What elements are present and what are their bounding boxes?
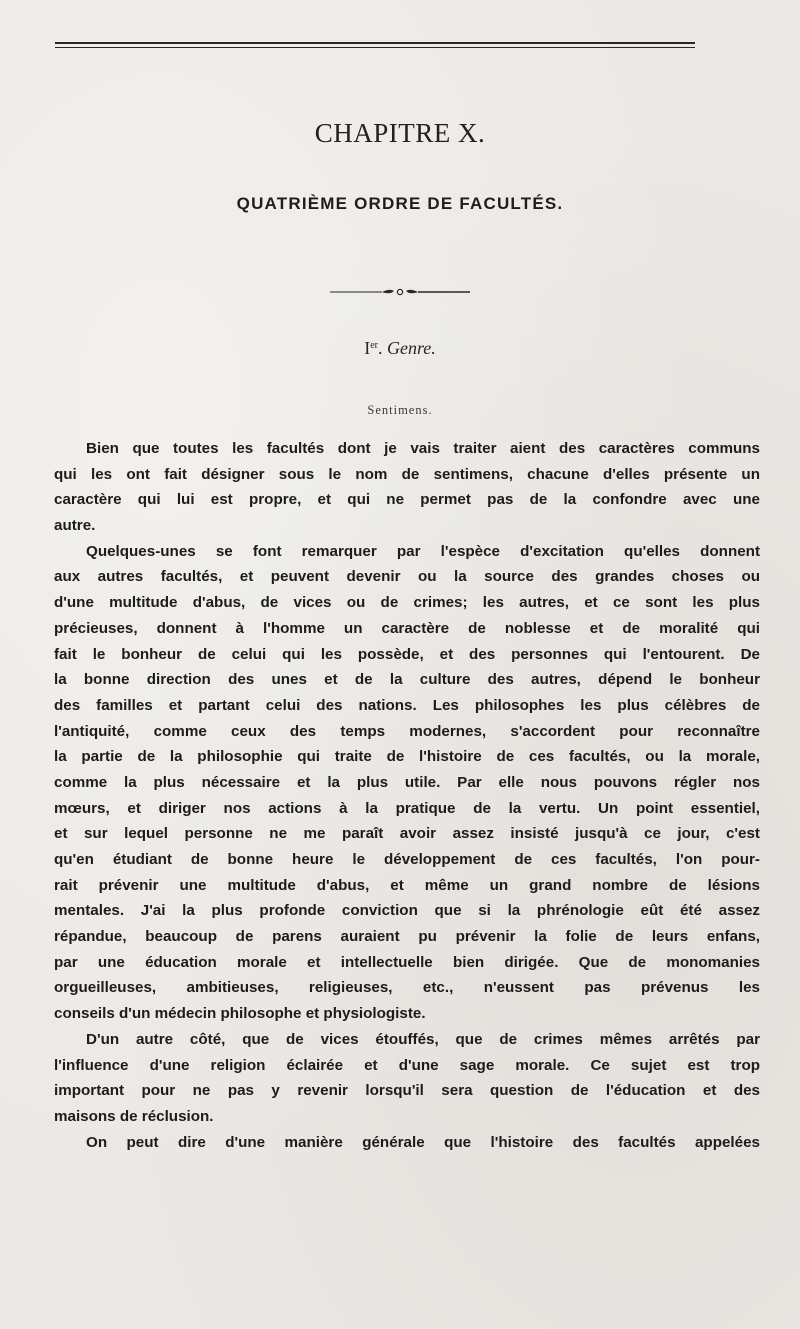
ornament-divider-icon (330, 286, 470, 298)
subsection-title: Sentimens. (367, 403, 433, 417)
text-line: comme la plus nécessaire et la plus utile. Par elle nous pouvons régler nos (54, 773, 760, 791)
text-line: précieuses, donnent à l'homme un caractère de noblesse et de moralité qui (54, 619, 760, 637)
body-text (54, 436, 760, 1155)
genre-heading (0, 338, 800, 359)
text-line: Bien que toutes les facultés dont je vais traiter aient des caractères communs (86, 440, 760, 457)
text-line: Quelques-unes se font remarquer par l'espèce d'excitation qu'elles donnent (86, 542, 760, 560)
text-line: important pour ne pas y revenir lorsqu'il sera question de l'éducation et des (54, 1082, 760, 1100)
text-line: autre. (54, 517, 96, 535)
text-line: orgueilleuses, ambitieuses, religieuses, etc., n'eussent pas prévenus les (54, 979, 760, 997)
text-line: rait prévenir une multitude d'abus, et même un grand nombre de lésions (54, 876, 760, 894)
text-line: qui les ont fait désigner sous le nom de sentimens, chacune d'elles présente un (54, 465, 760, 483)
genre-word: Genre. (386, 338, 436, 358)
text-line: répandue, beaucoup de parens auraient pu prévenir la folie de leurs enfans, (54, 928, 760, 946)
text-line: mentales. J'ai la plus profonde conviction que si la phrénologie eût été assez (54, 902, 760, 920)
text-line: conseils d'un médecin philosophe et physiologiste. (54, 1005, 426, 1023)
text-line: fait le bonheur de celui qui les possède, et des personnes qui l'entourent. De (54, 645, 760, 663)
text-line: aux autres facultés, et peuvent devenir ou la source des grandes choses ou (54, 568, 760, 586)
genre-number: Ier. (364, 338, 383, 358)
text-line: la bonne direction des unes et de la culture des autres, dépend le bonheur (54, 671, 760, 689)
text-line: l'influence d'une religion éclairée et d'une sage morale. Ce sujet est trop (54, 1056, 760, 1074)
top-double-rule (55, 42, 695, 48)
section-title: QUATRIÈME ORDRE DE FACULTÉS. (236, 194, 564, 213)
text-line: mœurs, et diriger nos actions à la pratique de la vertu. Un point essentiel, (54, 799, 760, 817)
text-line: des familles et partant celui des nations. Les philosophes les plus célèbres de (54, 696, 760, 714)
text-line: la partie de la philosophie qui traite de l'histoire de ces facultés, ou la morale, (54, 748, 760, 766)
text-line: qu'en étudiant de bonne heure le développement de ces facultés, l'on pour- (54, 851, 760, 868)
text-line: On peut dire d'une manière générale que l'histoire des facultés appelées (86, 1133, 760, 1151)
text-line: caractère qui lui est propre, et qui ne permet pas de la confondre avec une (54, 491, 760, 509)
text-line: D'un autre côté, que de vices étouffés, que de crimes mêmes arrêtés par (86, 1030, 760, 1048)
chapter-title: CHAPITRE X. (314, 118, 486, 148)
text-line: et sur lequel personne ne me paraît avoir assez insisté jusqu'à ce jour, c'est (54, 825, 760, 843)
text-line: par une éducation morale et intellectuelle bien dirigée. Que de monomanies (54, 953, 760, 971)
text-line: l'antiquité, comme ceux des temps modernes, s'accordent pour reconnaître (54, 722, 760, 740)
text-line: maisons de réclusion. (54, 1107, 214, 1125)
text-line: d'une multitude d'abus, de vices ou de crimes; les autres, et ce sont les plus (54, 594, 760, 612)
